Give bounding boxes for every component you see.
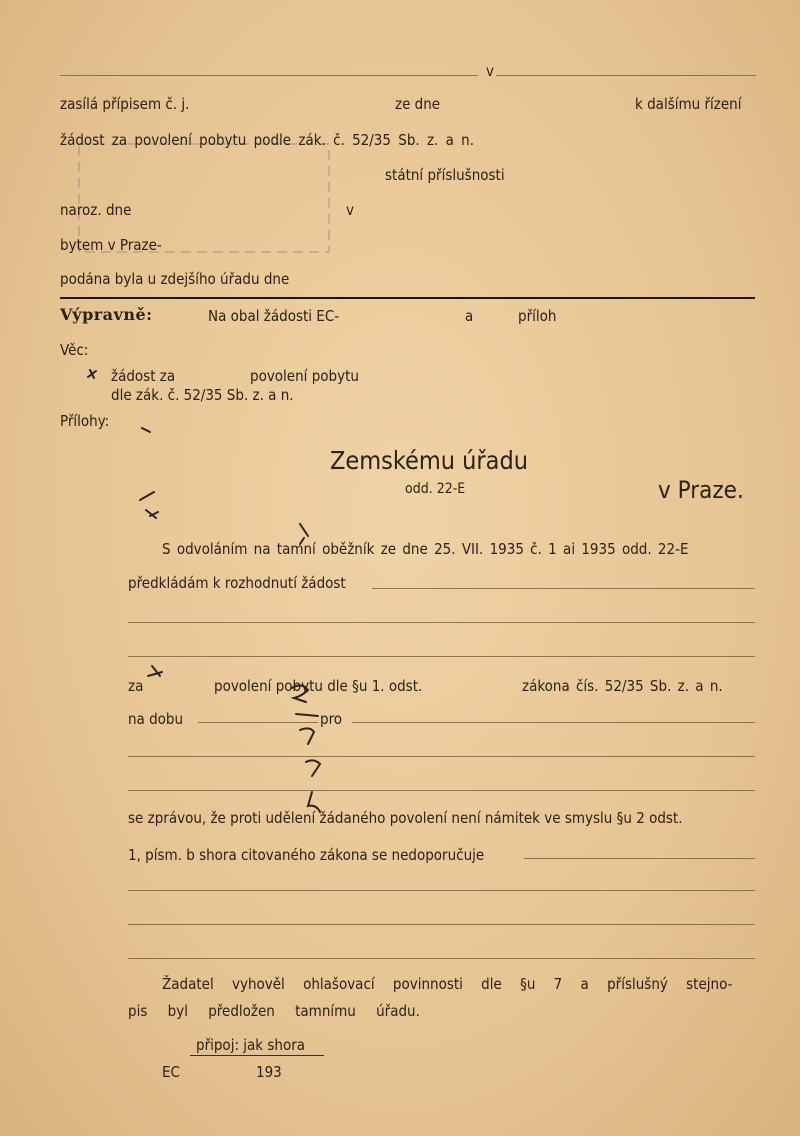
address-city: v Praze.: [658, 476, 744, 504]
na-dobu: na dobu: [128, 710, 184, 728]
vypravne-text-a: a: [465, 307, 474, 325]
p1-line1: S odvoláním na tamní oběžník ze dne 25. VII. 1935 č. 1 ai 1935 odd. 22-E: [162, 540, 689, 558]
intro-line1-left: zasílá přípisem č. j.: [60, 95, 190, 113]
top-v: v: [486, 62, 494, 80]
vypravne-text-left: Na obal žádosti EC-: [208, 307, 340, 325]
address-title: Zemskému úřadu: [330, 446, 528, 475]
zakona-text: zákona čís. 52/35 Sb. z. a n.: [522, 677, 723, 695]
subject-line1-right: povolení pobytu: [250, 367, 359, 385]
vec-label: Věc:: [60, 341, 89, 359]
intro-line3: státní příslušnosti: [385, 166, 505, 184]
povoleni-text: povolení pobytu dle §u 1. odst.: [214, 677, 423, 695]
pripoj-text: připoj: jak shora: [196, 1036, 306, 1054]
intro-line4-mid: v: [346, 201, 354, 219]
vypravne-label: Výpravně:: [60, 305, 153, 324]
p3-line2: pis byl předložen tamnímu úřadu.: [128, 1002, 420, 1020]
subject-line1-left: žádost za: [111, 367, 176, 385]
prilohy-label: Přílohy:: [60, 412, 110, 430]
ec-number: 193: [256, 1063, 282, 1081]
intro-line5: bytem v Praze-: [60, 236, 162, 254]
intro-line1-right: k dalšímu řízení: [635, 95, 742, 113]
subject-line2: dle zák. č. 52/35 Sb. z. a n.: [111, 386, 294, 404]
vypravne-text-priloh: příloh: [518, 307, 557, 325]
za-word: za: [128, 677, 144, 695]
p2-line1: se zprávou, že proti udělení žádaného povolení není námitek ve smyslu §u 2 odst.: [128, 809, 683, 827]
p1-line2: předkládám k rozhodnutí žádost: [128, 574, 346, 592]
pro-word: pro: [320, 710, 343, 728]
intro-line2: žádost za povolení pobytu podle zák. č. 52/35 Sb. z. a n.: [60, 131, 475, 149]
p2-line2: 1, písm. b shora citovaného zákona se nedoporučuje: [128, 846, 485, 864]
intro-line6: podána byla u zdejšího úřadu dne: [60, 270, 290, 288]
intro-line1-mid: ze dne: [395, 95, 441, 113]
intro-line4-left: naroz. dne: [60, 201, 132, 219]
p3-line1: Žadatel vyhověl ohlašovací povinnosti dle §u 7 a příslušný stejno-: [162, 975, 733, 993]
address-dept: odd. 22-E: [405, 481, 466, 497]
ec-label: EC: [162, 1063, 180, 1081]
